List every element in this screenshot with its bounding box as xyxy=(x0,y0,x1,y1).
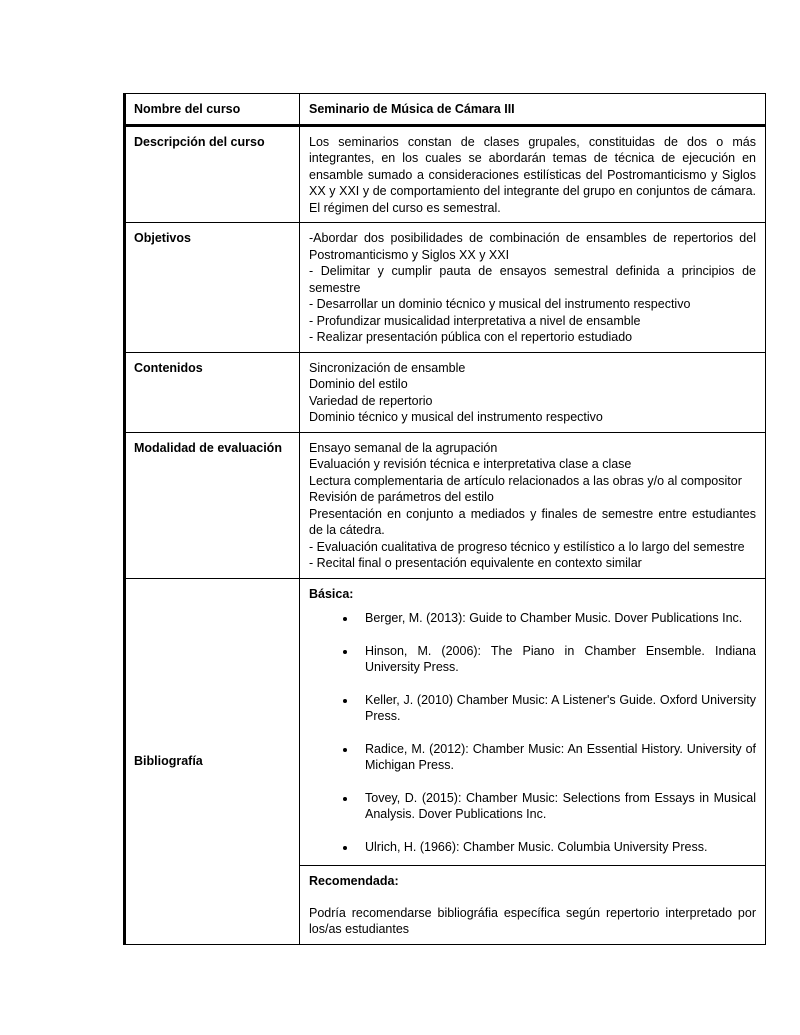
course-name-value: Seminario de Música de Cámara III xyxy=(309,102,515,116)
biblio-item: • Radice, M. (2012): Chamber Music: An Essential History. University of Michigan Press. xyxy=(357,741,756,774)
contenido-item: Dominio del estilo xyxy=(309,377,408,391)
modalidad-item: Lectura complementaria de artículo relacionados a las obras y/o al compositor xyxy=(309,473,742,488)
objetivo-item: - Profundizar musicalidad interpretativa a nivel de ensamble xyxy=(309,313,641,328)
modalidad-content xyxy=(300,433,765,578)
biblio-item: • Hinson, M. (2006): The Piano in Chamber Ensemble. Indiana University Press. xyxy=(357,643,756,676)
row-contenidos xyxy=(126,353,765,433)
contenido-item: Sincronización de ensamble xyxy=(309,360,466,375)
modalidad-item: Presentación en conjunto a mediados y finales de semestre entre estudiantes de la cátedra. xyxy=(309,506,756,537)
basica-list xyxy=(309,610,756,855)
biblio-item: • Berger, M. (2013): Guide to Chamber Music. Dover Publications Inc. xyxy=(357,610,756,627)
bibliografia-content xyxy=(300,579,765,944)
contenidos-content xyxy=(300,353,765,432)
row-label-descripcion: Descripción del curso xyxy=(126,127,300,223)
biblio-item: • Keller, J. (2010) Chamber Music: A Listener's Guide. Oxford University Press. xyxy=(357,692,756,725)
bibliografia-recomendada-section xyxy=(300,866,765,944)
row-label-objetivos: Objetivos xyxy=(126,223,300,352)
row-modalidad xyxy=(126,433,765,579)
objetivo-item: - Realizar presentación pública con el repertorio estudiado xyxy=(309,330,633,344)
objetivo-item: -Abordar dos posibilidades de combinación de ensambles de repertorios del Postromanticismo y Siglos XX y XXI xyxy=(309,231,756,262)
basica-heading: Básica: xyxy=(309,586,354,601)
biblio-item: • Ulrich, H. (1966): Chamber Music. Columbia University Press. xyxy=(357,839,756,856)
biblio-item: • Tovey, D. (2015): Chamber Music: Selections from Essays in Musical Analysis. Dover Publications Inc. xyxy=(357,790,756,823)
contenido-item: Dominio técnico y musical del instrumento respectivo xyxy=(309,410,603,424)
course-description-text: Los seminarios constan de clases grupales, constituidas de dos o más integrantes, en los cuales se abordarán temas de técnica de ejecución en ensamble sumado a consideraciones estilísticas del Postromanticismo y Siglos XX y XXI y de comportamiento del integrante del grupo en conjuntos de cámara. El régimen del curso es semestral. xyxy=(309,134,756,215)
objetivo-item: - Delimitar y cumplir pauta de ensayos semestral definida a principios de semestre xyxy=(309,264,756,295)
row-label-contenidos: Contenidos xyxy=(126,353,300,432)
row-bibliografia xyxy=(126,579,765,944)
objetivos-content xyxy=(300,223,765,352)
row-label-bibliografia: Bibliografía xyxy=(126,579,300,944)
modalidad-item: Evaluación y revisión técnica e interpretativa clase a clase xyxy=(309,457,632,471)
recomendada-text: Podría recomendarse bibliográfia específica según repertorio interpretado por los/as estudiantes xyxy=(309,905,756,936)
objetivo-item: - Desarrollar un dominio técnico y musical del instrumento respectivo xyxy=(309,297,691,311)
row-nombre-del-curso xyxy=(126,94,765,127)
row-label-nombre: Nombre del curso xyxy=(126,94,300,124)
row-label-modalidad: Modalidad de evaluación xyxy=(126,433,300,578)
modalidad-item: - Recital final o presentación equivalente en contexto similar xyxy=(309,556,642,570)
modalidad-item: Revisión de parámetros del estilo xyxy=(309,490,494,504)
row-objetivos xyxy=(126,223,765,353)
modalidad-item: Ensayo semanal de la agrupación xyxy=(309,440,498,455)
row-descripcion xyxy=(126,127,765,224)
bibliografia-basica-section xyxy=(300,579,765,867)
course-table xyxy=(123,93,766,945)
contenido-item: Variedad de repertorio xyxy=(309,393,433,408)
modalidad-item: - Evaluación cualitativa de progreso técnico y estilístico a lo largo del semestre xyxy=(309,539,745,554)
recomendada-heading: Recomendada: xyxy=(309,874,399,888)
